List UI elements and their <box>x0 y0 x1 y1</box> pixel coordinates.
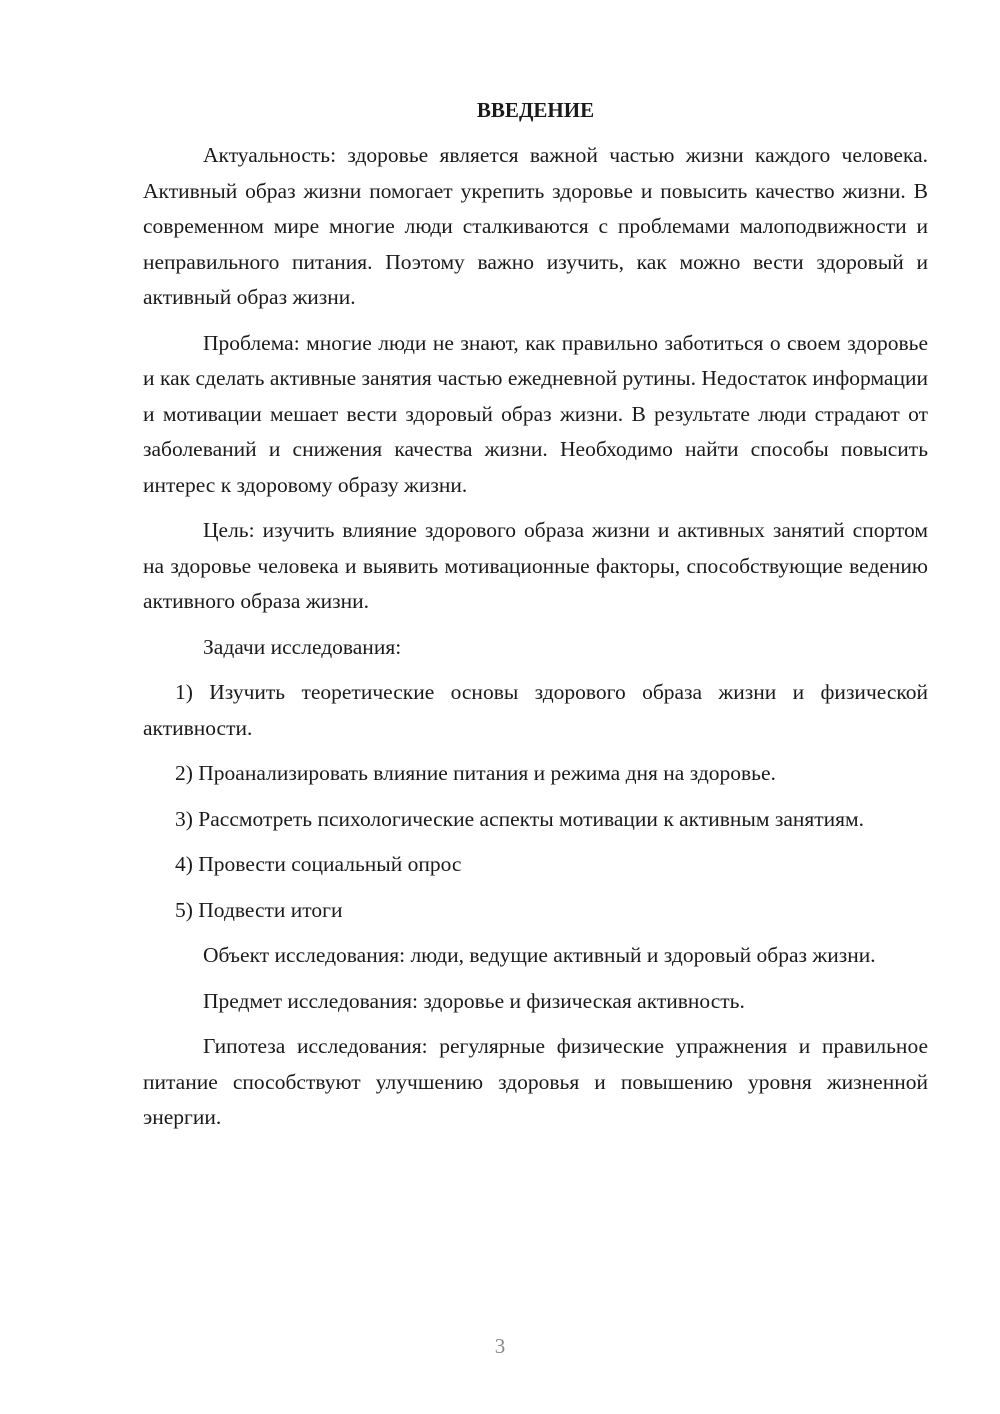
paragraph-subject: Предмет исследования: здоровье и физическая активность. <box>203 988 745 1013</box>
task-item-4: 4) Провести социальный опрос <box>175 852 462 876</box>
task-item-1: 1) Изучить теоретические основы здорового образа жизни и физической активности. <box>143 680 928 740</box>
tasks-heading: Задачи исследования: <box>203 634 402 659</box>
paragraph-problem: Проблема: многие люди не знают, как правильно заботиться о своем здоровье и как сделать активные занятия частью ежедневной рутины. Недостаток информации и мотивации мешает вести здоровый образ жизни. В результате люди страдают от заболеваний и снижения качества жизни. Необходимо найти способы повысить интерес к здоровому образу жизни. <box>143 330 928 497</box>
task-item-5: 5) Подвести итоги <box>175 897 343 922</box>
paragraph-hypothesis: Гипотеза исследования: регулярные физические упражнения и правильное питание способствуют улучшению здоровья и повышению уровня жизненной энергии. <box>143 1034 928 1129</box>
paragraph-object: Объект исследования: люди, ведущие активный и здоровый образ жизни. <box>203 943 876 967</box>
document-body <box>143 92 928 1146</box>
task-item-2: 2) Проанализировать влияние питания и режима дня на здоровье. <box>175 761 776 785</box>
paragraph-relevance: Актуальность: здоровье является важной частью жизни каждого человека. Активный образ жизни помогает укрепить здоровье и повысить качество жизни. В современном мире многие люди сталкиваются с проблемами малоподвижности и неправильного питания. Поэтому важно изучить, как можно вести здоровый и активный образ жизни. <box>143 143 928 309</box>
task-item-3: 3) Рассмотреть психологические аспекты мотивации к активным занятиям. <box>175 806 865 831</box>
paragraph-goal: Цель: изучить влияние здорового образа жизни и активных занятий спортом на здоровье человека и выявить мотивационные факторы, способствующие ведению активного образа жизни. <box>143 518 928 613</box>
page-number: 3 <box>494 1334 506 1358</box>
section-title: ВВЕДЕНИЕ <box>476 98 595 122</box>
